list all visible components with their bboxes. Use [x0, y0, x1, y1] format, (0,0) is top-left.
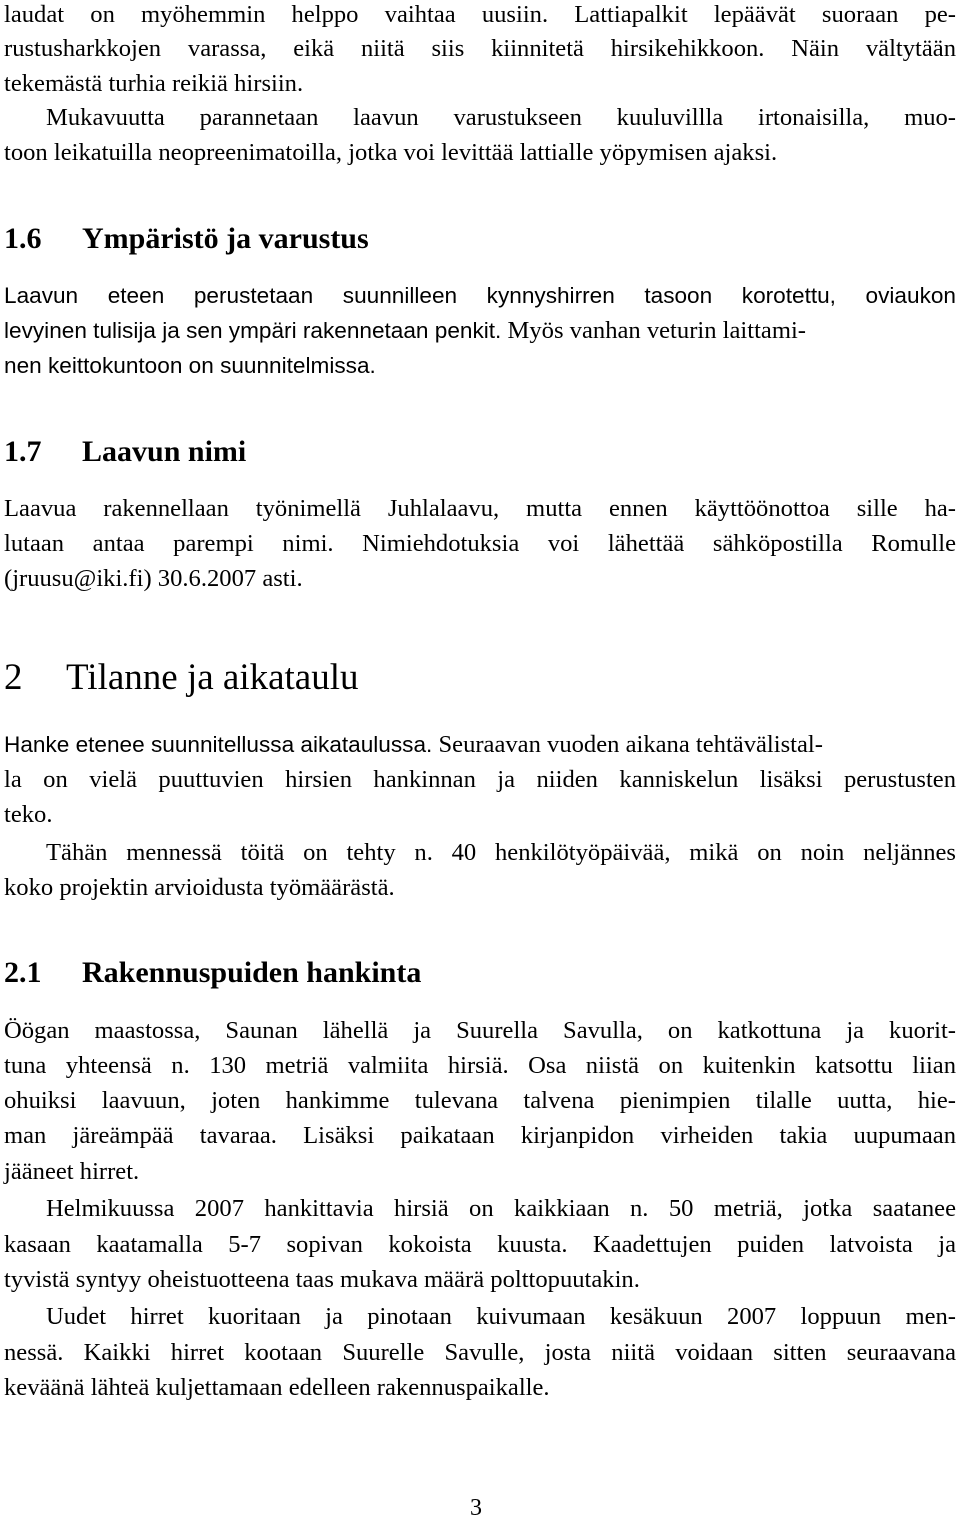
heading-title: Tilanne ja aikataulu	[66, 657, 359, 698]
section-heading	[4, 656, 359, 700]
paragraph-line: Helmikuussa 2007 hankittavia hirsiä on kaikkiaan n. 50 metriä, jotka saatanee	[46, 1195, 956, 1222]
subsection-heading	[4, 434, 246, 470]
paragraph-line: Tähän mennessä töitä on tehty n. 40 henkilötyöpäivää, mikä on noin neljännes	[46, 839, 956, 866]
paragraph-line: (jruusu@iki.fi) 30.6.2007 asti.	[4, 565, 303, 592]
paragraph-line: teko.	[4, 801, 53, 828]
paragraph-segment: Myös vanhan veturin laittami-	[507, 317, 806, 344]
heading-number: 1.7	[4, 435, 42, 468]
paragraph-line-group	[4, 730, 956, 760]
paragraph-line: nen keittokuntoon on suunnitelmissa.	[4, 353, 376, 378]
paragraph-segment: Hanke etenee suunnitellussa aikataulussa.	[4, 732, 433, 757]
paragraph-line: keväänä lähteä kuljettamaan edelleen rakennuspaikalle.	[4, 1374, 550, 1401]
paragraph-line: nessä. Kaikki hirret kootaan Suurelle Savulle, josta niitä voidaan sitten seuraavana	[4, 1339, 956, 1366]
paragraph-segment: levyinen tulisija ja sen ympäri rakennetaan penkit.	[4, 318, 502, 343]
paragraph-line: Laavua rakennellaan työnimellä Juhlalaavu, mutta ennen käyttöönottoa sille ha-	[4, 495, 956, 522]
heading-number: 2.1	[4, 956, 42, 989]
paragraph-line: tuna yhteensä n. 130 metriä valmiita hirsiä. Osa niistä on kuitenkin katsottu liian	[4, 1052, 956, 1079]
paragraph-line: laudat on myöhemmin helppo vaihtaa uusiin. Lattiapalkit lepäävät suoraan pe-	[4, 1, 956, 28]
paragraph-line: ohuiksi laavuun, joten hankimme tulevana talvena pienimpien tilalle uutta, hie-	[4, 1087, 956, 1114]
paragraph-line: lutaan antaa parempi nimi. Nimiehdotuksia voi lähettää sähköpostilla Romulle	[4, 530, 956, 557]
page-number: 3	[470, 1495, 482, 1521]
paragraph-line-group	[4, 316, 806, 346]
paragraph-line: tyvistä syntyy oheistuotteena taas mukava määrä polttopuutakin.	[4, 1266, 640, 1293]
heading-title: Ympäristö ja varustus	[82, 222, 369, 255]
paragraph-line: Öögan maastossa, Saunan lähellä ja Suurella Savulla, on katkottuna ja kuorit-	[4, 1017, 956, 1044]
paragraph-segment: Seuraavan vuoden aikana tehtävälistal-	[438, 731, 823, 758]
paragraph-line: toon leikatuilla neopreenimatoilla, jotka voi levittää lattialle yöpymisen ajaksi.	[4, 139, 778, 166]
paragraph-line: koko projektin arvioidusta työmäärästä.	[4, 874, 395, 901]
paragraph-line: man järeämpää tavaraa. Lisäksi paikataan kirjanpidon virheiden takia uupumaan	[4, 1122, 956, 1149]
heading-number: 1.6	[4, 222, 42, 255]
paragraph-line: la on vielä puuttuvien hirsien hankinnan ja niiden kanniskelun lisäksi perustusten	[4, 766, 956, 793]
subsection-heading	[4, 955, 421, 991]
paragraph-line: Uudet hirret kuoritaan ja pinotaan kuivumaan kesäkuun 2007 loppuun men-	[46, 1303, 956, 1330]
heading-number: 2	[4, 657, 23, 698]
heading-title: Laavun nimi	[82, 435, 247, 468]
paragraph-line: Mukavuutta parannetaan laavun varustukseen kuuluvillla irtonaisilla, muo-	[46, 104, 956, 131]
paragraph-line: tekemästä turhia reikiä hirsiin.	[4, 70, 304, 97]
paragraph-line: kasaan kaatamalla 5-7 sopivan kokoista kuusta. Kaadettujen puiden latvoista ja	[4, 1231, 956, 1258]
paragraph-line: jääneet hirret.	[4, 1158, 140, 1185]
subsection-heading	[4, 221, 369, 257]
paragraph-line: Laavun eteen perustetaan suunnilleen kynnyshirren tasoon korotettu, oviaukon	[4, 283, 956, 308]
paragraph-line: rustusharkkojen varassa, eikä niitä siis kiinnitetä hirsikehikkoon. Näin vältytään	[4, 35, 956, 62]
heading-title: Rakennuspuiden hankinta	[82, 956, 422, 989]
